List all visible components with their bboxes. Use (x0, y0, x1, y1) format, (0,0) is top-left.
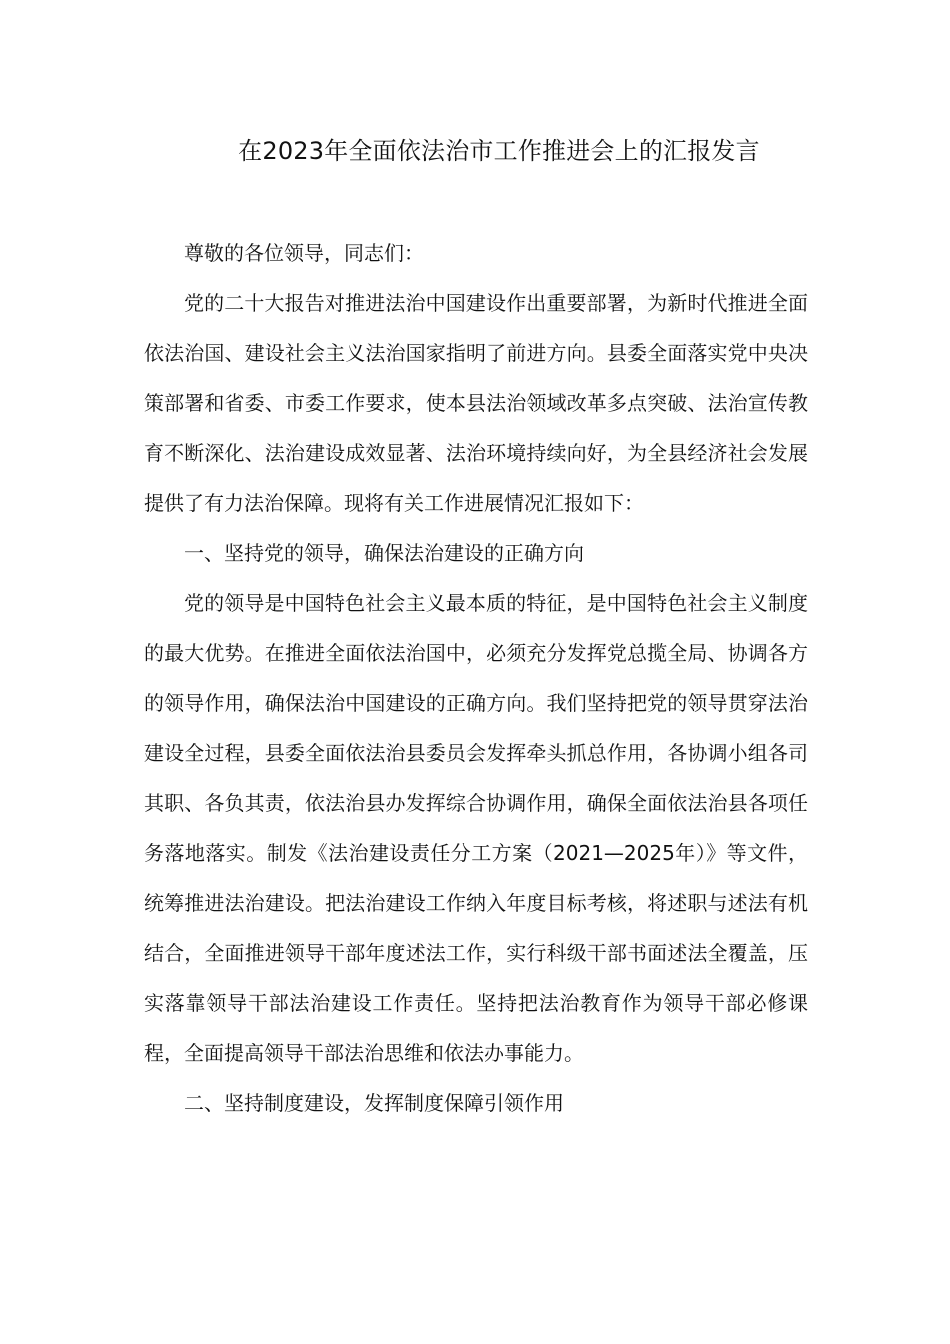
section-1-heading: 一、坚持党的领导，确保法治建设的正确方向 (184, 541, 584, 565)
salutation: 尊敬的各位领导，同志们： (184, 241, 424, 265)
document-body (144, 228, 808, 1128)
document-title: 在2023年全面依法治市工作推进会上的汇报发言 (238, 137, 760, 165)
section-2-heading: 二、坚持制度建设，发挥制度保障引领作用 (184, 1091, 564, 1115)
intro-paragraph: 党的二十大报告对推进法治中国建设作出重要部署，为新时代推进全面依法治国、建设社会主义法治国家指明了前进方向。县委全面落实党中央决策部署和省委、市委工作要求，使本县法治领域改革多点突破、法治宣传教育不断深化、法治建设成效显著、法治环境持续向好，为全县经济社会发展提供了有力法治保障。现将有关工作进展情况汇报如下： (144, 291, 808, 515)
section-1-paragraph: 党的领导是中国特色社会主义最本质的特征，是中国特色社会主义制度的最大优势。在推进全面依法治国中，必须充分发挥党总揽全局、协调各方的领导作用，确保法治中国建设的正确方向。我们坚持把党的领导贯穿法治建设全过程，县委全面依法治县委员会发挥牵头抓总作用，各协调小组各司其职、各负其责，依法治县办发挥综合协调作用，确保全面依法治县各项任务落地落实。制发《法治建设责任分工方案（2021—2025年）》等文件，统筹推进法治建设。把法治建设工作纳入年度目标考核，将述职与述法有机结合，全面推进领导干部年度述法工作，实行科级干部书面述法全覆盖，压实落靠领导干部法治建设工作责任。坚持把法治教育作为领导干部必修课程，全面提高领导干部法治思维和依法办事能力。 (144, 591, 808, 1065)
